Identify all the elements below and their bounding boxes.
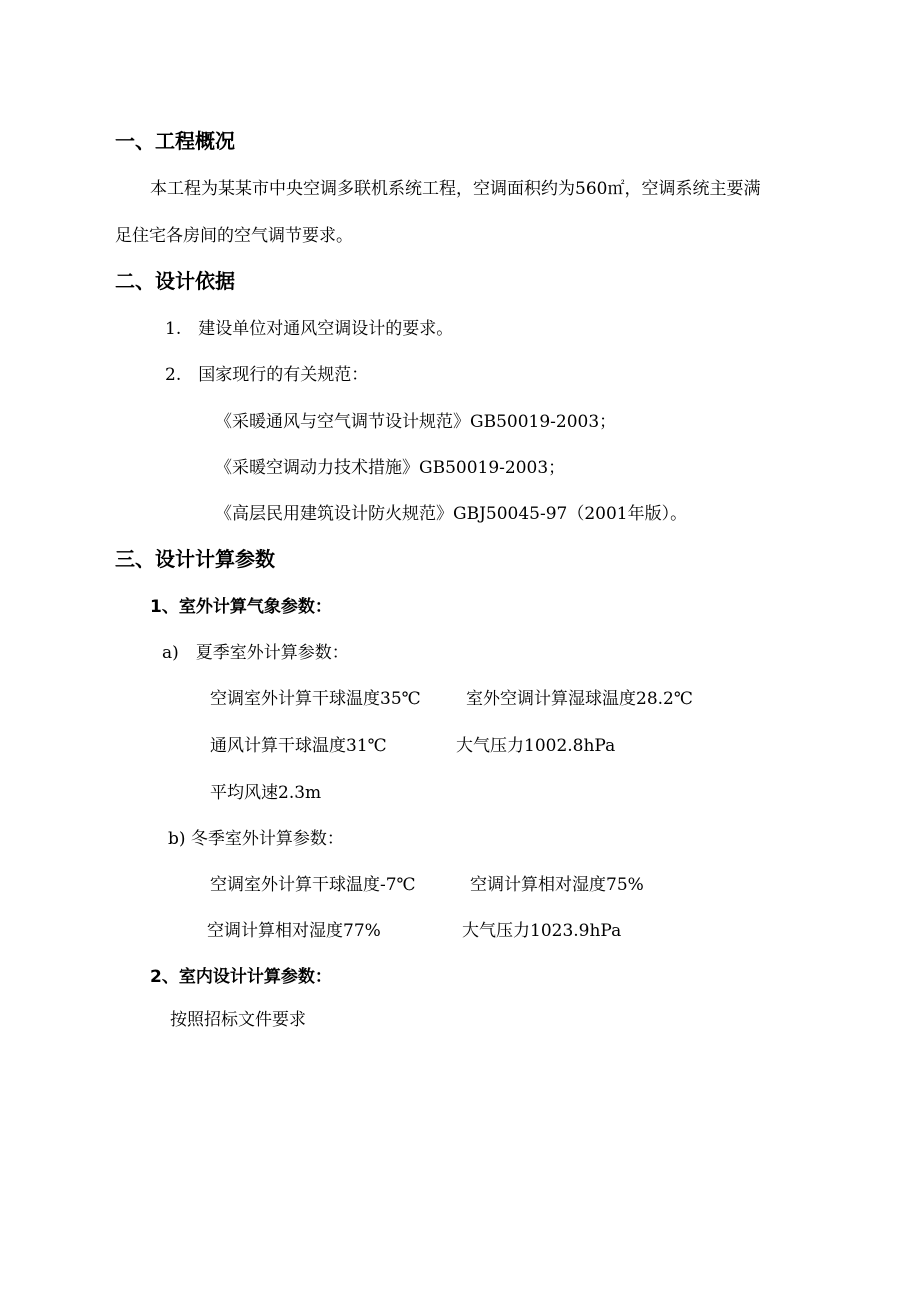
section-heading-parameters: 三、设计计算参数: [115, 547, 275, 571]
winter-relative-humidity-2: 空调计算相对湿度77%: [207, 921, 381, 941]
summer-atmospheric-pressure: 大气压力1002.8hPa: [456, 736, 616, 756]
summer-params-label: a) 夏季室外计算参数：: [162, 643, 349, 663]
spec-reference-1: 《采暖通风与空气调节设计规范》GB50019-2003；: [215, 412, 617, 432]
overview-paragraph-line-1: 本工程为某某市中央空调多联机系统工程，空调面积约为560㎡，空调系统主要满: [150, 179, 761, 199]
spec-reference-3: 《高层民用建筑设计防火规范》GBJ50045-97（2001年版）。: [215, 504, 688, 524]
summer-dry-bulb: 空调室外计算干球温度35℃: [210, 689, 421, 709]
summer-wet-bulb: 室外空调计算湿球温度28.2℃: [466, 689, 693, 709]
section-heading-basis: 二、设计依据: [115, 269, 235, 293]
overview-paragraph-line-2: 足住宅各房间的空气调节要求。: [115, 226, 353, 246]
summer-wind-speed: 平均风速2.3m: [210, 783, 322, 803]
winter-params-label: b) 冬季室外计算参数：: [168, 829, 344, 849]
basis-item-1: 1. 建设单位对通风空调设计的要求。: [165, 319, 454, 339]
winter-atmospheric-pressure: 大气压力1023.9hPa: [462, 921, 622, 941]
outdoor-params-heading: 1、室外计算气象参数：: [150, 597, 332, 617]
summer-ventilation-dry-bulb: 通风计算干球温度31℃: [210, 736, 387, 756]
indoor-params-heading: 2、室内设计计算参数：: [150, 967, 332, 987]
indoor-params-text: 按照招标文件要求: [170, 1010, 306, 1030]
winter-relative-humidity-1: 空调计算相对湿度75%: [470, 875, 644, 895]
basis-item-2: 2. 国家现行的有关规范：: [165, 365, 369, 385]
winter-dry-bulb: 空调室外计算干球温度-7℃: [210, 875, 416, 895]
section-heading-overview: 一、工程概况: [115, 129, 235, 153]
spec-reference-2: 《采暖空调动力技术措施》GB50019-2003；: [215, 458, 566, 478]
